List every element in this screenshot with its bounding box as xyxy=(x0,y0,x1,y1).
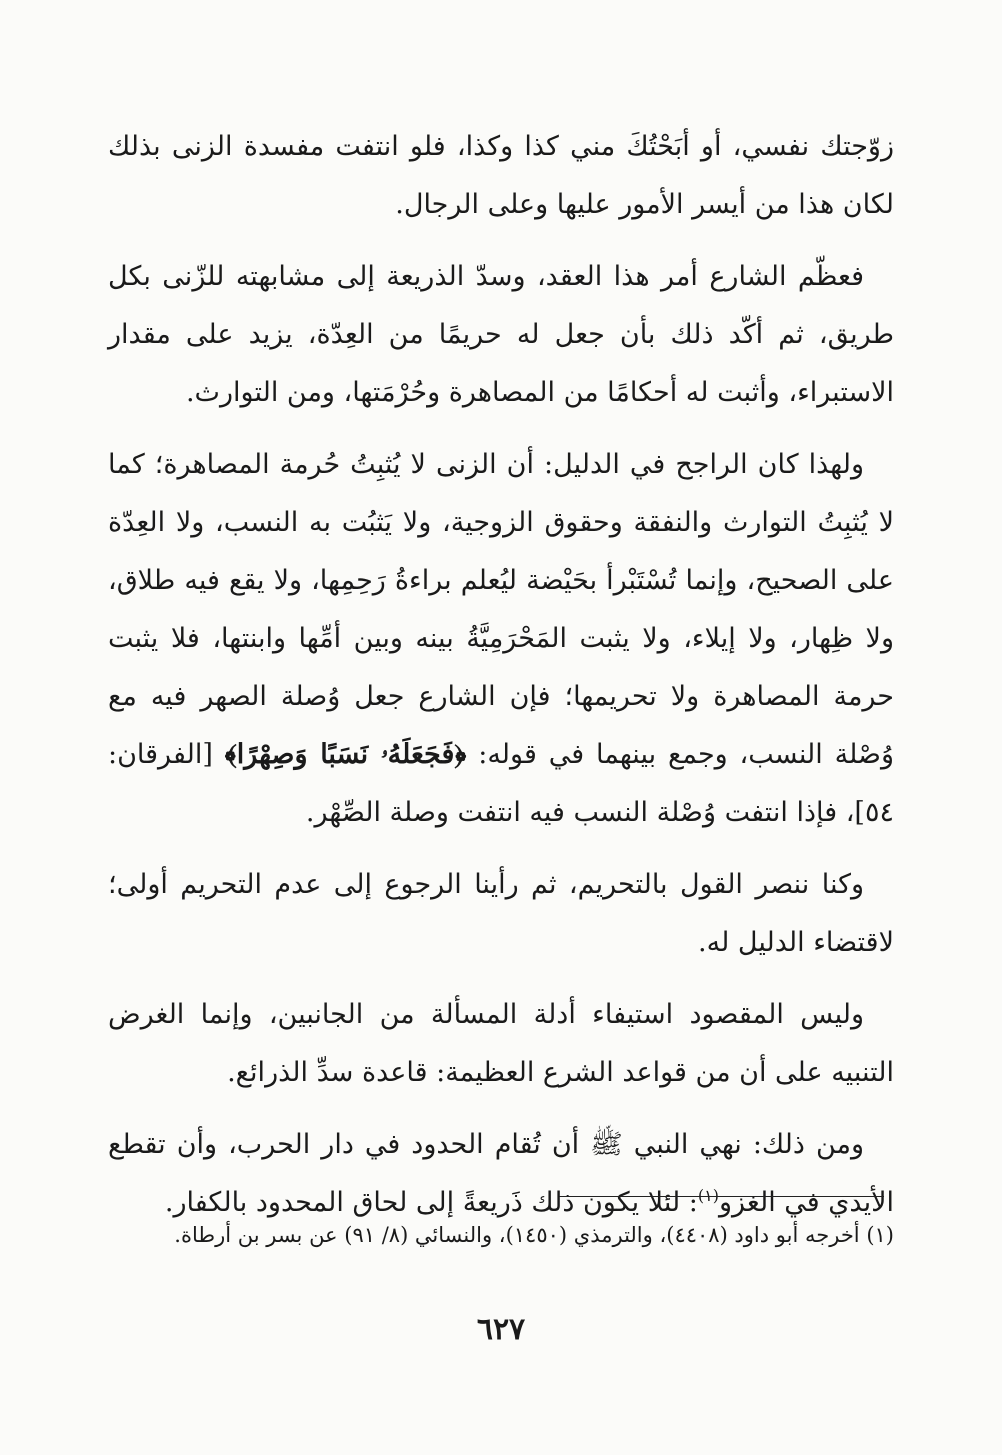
footnote-marker: (١) xyxy=(866,1223,894,1247)
paragraph-6-text-before: ومن ذلك: نهي النبي ﷺ أن تُقام الحدود في دار الحرب، وأن تقطع الأيدي في الغزو xyxy=(108,1129,894,1218)
paragraph-1: زوّجتك نفسي، أو أبَحْتُكَ مني كذا وكذا، فلو انتفت مفسدة الزنى بذلك لكان هذا من أيسر الأمور عليها وعلى الرجال. xyxy=(108,131,894,220)
paragraph-4: وكنا ننصر القول بالتحريم، ثم رأينا الرجوع إلى عدم التحريم أولى؛ لاقتضاء الدليل له. xyxy=(108,869,894,958)
footnote-reference[interactable]: (١) xyxy=(697,1186,719,1205)
page-number: ٦٢٧ xyxy=(476,1312,526,1347)
footnote-text: أخرجه أبو داود (٤٤٠٨)، والترمذي (١٤٥٠)، والنسائي (٨/ ٩١) عن بسر بن أرطاة. xyxy=(174,1223,867,1247)
paragraph-3-text-before: ولهذا كان الراجح في الدليل: أن الزنى لا يُثبِتُ حُرمة المصاهرة؛ كما لا يُثبِتُ التوارث والنفقة وحقوق الزوجية، ولا يَثبُت به النسب، ولا العِدّة على الصحيح، وإنما تُسْتَبْرأ بحَيْضة ليُعلم براءةُ رَحِمِها، ولا يقع فيه طلاق، ولا ظِهار، ولا إيلاء، ولا يثبت المَحْرَمِيَّةُ بينه وبين أمِّها وابنتها، فلا يثبت حرمة المصاهرة ولا تحريمها؛ فإن الشارع جعل وُصلة الصهر فيه مع وُصْلة النسب، وجمع بينهما في قوله: xyxy=(108,449,894,770)
page-body xyxy=(108,118,894,1246)
paragraph-3 xyxy=(108,436,894,842)
paragraph-5: وليس المقصود استيفاء أدلة المسألة من الجانبين، وإنما الغرض التنبيه على أن من قواعد الشرع العظيمة: قاعدة سدِّ الذرائع. xyxy=(108,999,894,1088)
footnote xyxy=(108,1212,894,1258)
paragraph-6-text-after: : لئلا يكون ذلك ذَريعةً إلى لحاق المحدود بالكفار. xyxy=(164,1187,698,1218)
paragraph-2: فعظّم الشارع أمر هذا العقد، وسدّ الذريعة إلى مشابهته للزّنى بكل طريق، ثم أكّد ذلك بأن جعل له حريمًا من العِدّة، يزيد على مقدار الاستبراء، وأثبت له أحكامًا من المصاهرة وحُرْمَتها، ومن التوارث. xyxy=(108,261,894,408)
footnote-divider xyxy=(559,1196,884,1197)
quran-verse: ﴿فَجَعَلَهُۥ نَسَبًا وَصِهْرًا﴾ xyxy=(224,739,467,770)
paragraph-3-text-after: [الفرقان: ٥٤]، فإذا انتفت وُصْلة النسب فيه انتفت وصلة الصِّهْر. xyxy=(108,739,894,828)
